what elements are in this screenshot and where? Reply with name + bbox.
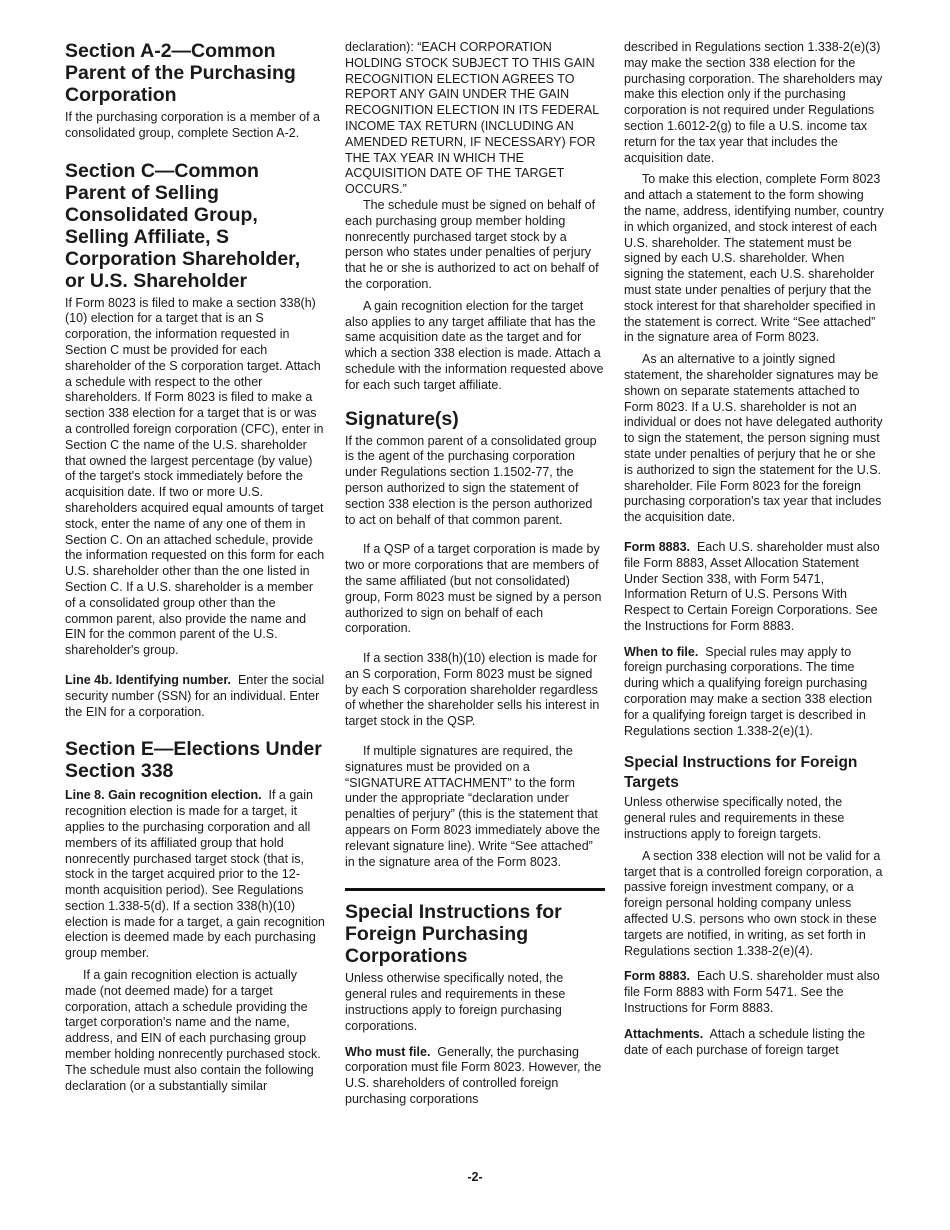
- section-a2-text: If the purchasing corporation is a member of a consolidated group, complete Section A-2.: [65, 110, 320, 140]
- signatures-text-4: If multiple signatures are required, the signatures must be provided on a “SIGNATURE ATTACHMENT” to the form under the appropriate “declaration under penalties of perjury” (this is the statement that appears on Form 8023 immediately above the relevant signature line). Write “See attached” in the signature area of the Form 8023.: [345, 744, 601, 869]
- foreign-purchasing-text: Unless otherwise specifically noted, the general rules and requirements in these instructions apply to foreign purchasing corporations.: [345, 971, 566, 1033]
- form-8883-paragraph: [624, 540, 884, 635]
- target-affiliate-text: A gain recognition election for the target also applies to any target affiliate that has the same acquisition date as the target and for which a section 338 election is made. Attach a schedule with the information requested above for each such target affiliate.: [345, 298, 604, 392]
- alternative-text: As an alternative to a jointly signed statement, the shareholder signatures may be shown on separate statements attached to Form 8023. If a U.S. shareholder is not an individual or does not have delegated authority to sign the statement, the person signing must state under penalties of perjury that he or she is authorized to sign the statement for the U.S. shareholder. File Form 8023 for the foreign purchasing corporation's tax year that includes the acquisition date.: [624, 352, 883, 525]
- not-valid-text: A section 338 election will not be valid for a target that is a controlled foreign corporation, a passive foreign investment company, or a foreign personal holding company unless affected U.S. persons who own stock in these targets are notified, in writing, as set forth in Regulations section 1.338-2(e)(4).: [624, 848, 883, 958]
- signatures-text-1: If the common parent of a consolidated group is the agent of the purchasing corporation under Regulations section 1.1502-77, the person authorized to sign the statement of section 338 election is the person authorized to act on behalf of that common parent.: [345, 433, 597, 527]
- line-4b-heading: Line 4b. Identifying number.: [65, 672, 231, 687]
- form-8883-heading: Form 8883.: [624, 539, 691, 554]
- declaration-text: declaration): “EACH CORPORATION HOLDING STOCK SUBJECT TO THIS GAIN RECOGNITION ELECTION AGREES TO REPORT ANY GAIN UNDER THE GAIN RECOGNITION ELECTION IN ITS FEDERAL INCOME TAX RETURN (INCLUDING AN AMENDED RETURN, IF NECESSARY) FOR THE TAX YEAR IN WHICH THE ACQUISITION DATE OF THE TARGET OCCURS.”: [345, 40, 599, 197]
- when-to-file-heading: When to file.: [624, 644, 699, 659]
- column-1: [65, 40, 325, 1094]
- section-divider: [345, 888, 605, 891]
- line-8-paragraph: [65, 788, 325, 962]
- attachments-text: Attach a schedule listing the date of each purchase of foreign target: [624, 1026, 866, 1057]
- when-to-file-text: Special rules may apply to foreign purchasing corporations. The time during which a qualifying foreign purchasing corporation may make a section 338 election for a qualifying foreign target is described in Regulations section 1.338-2(e)(1).: [624, 644, 873, 738]
- form-8883-second-heading: Form 8883.: [624, 969, 691, 984]
- foreign-purchasing-heading: Special Instructions for Foreign Purchasing Corporations: [345, 901, 562, 968]
- who-must-file-text: Generally, the purchasing corporation must file Form 8023. However, the U.S. shareholders of controlled foreign purchasing corporations: [345, 1044, 602, 1107]
- section-a2-heading: Section A-2—Common Parent of the Purchasing Corporation: [65, 40, 296, 106]
- line-4b-text: Enter the social security number (SSN) for an individual. Enter the EIN for a corporation.: [65, 672, 325, 719]
- page-number: -2-: [467, 1170, 483, 1184]
- make-election-text: To make this election, complete Form 8023 and attach a statement to the form showing the name, address, identifying number, country in which organized, and stock interest of each U.S. shareholder. The statement must be signed by each U.S. shareholder. When signing the statement, each U.S. shareholder must state under penalties of perjury that the stock interest for that shareholder specified in the statement is correct. Write “See attached” in the signature area of Form 8023.: [624, 172, 884, 345]
- when-to-file-paragraph: [624, 645, 884, 740]
- attachments-heading: Attachments.: [624, 1026, 704, 1041]
- form-8883-second-paragraph: [624, 969, 884, 1016]
- signatures-heading: Signature(s): [345, 407, 459, 430]
- line-8-heading: Line 8. Gain recognition election.: [65, 788, 262, 803]
- line-8-text: If a gain recognition election is made for a target, it applies to the purchasing corporation and all members of its affiliated group that hold nonrecently purchased target stock (that is, stock in the target acquired prior to the 12-month acquisition period). See Regulations section 1.338-5(d). If a section 338(h)(10) election is made for a target, a gain recognition election is deemed made by each purchasing group member.: [65, 788, 325, 961]
- form-8883-second-text: Each U.S. shareholder must also file Form 8883 with Form 5471. See the Instructions for Form 8883.: [624, 969, 880, 1016]
- foreign-targets-heading: Special Instructions for Foreign Targets: [624, 754, 858, 792]
- continued-text: described in Regulations section 1.338-2(e)(3) may make the section 338 election for the purchasing corporation. The shareholders may make this election only if the purchasing corporation is not required under Regulations section 1.6012-2(g) to file a U.S. income tax return for the tax year that includes the acquisition date.: [624, 40, 883, 165]
- who-must-file-paragraph: [345, 1045, 605, 1108]
- line-4b-paragraph: [65, 673, 325, 720]
- section-c-heading: Section C—Common Parent of Selling Consolidated Group, Selling Affiliate, S Corporation Shareholder, or U.S. Shareholder: [65, 159, 301, 292]
- section-c-text: If Form 8023 is filed to make a section 338(h)(10) election for a target that is an S corporation, the information requested in Section C must be provided for each shareholder of the S corporation target. Attach a schedule with respect to the other shareholders. If Form 8023 is filed to make a section 338 election for a target that is or was a controlled foreign corporation (CFC), enter in Section C the name of the U.S. shareholder that owned the largest percentage (by value) of the target's stock immediately before the acquisition date. If two or more U.S. shareholders acquired equal amounts of target stock, enter the name of any one of them in Section C. On an attached schedule, provide the information requested on this form for each U.S. shareholder other than the one listed in Section C. If a U.S. shareholder is a member of a consolidated group other than the common parent, also provide the name and EIN for the common parent of the U.S. shareholder's group.: [65, 295, 325, 658]
- foreign-targets-text: Unless otherwise specifically noted, the general rules and requirements in these instructions apply to foreign targets.: [624, 795, 845, 842]
- column-2: [345, 40, 605, 1108]
- signatures-text-3: If a section 338(h)(10) election is made for an S corporation, Form 8023 must be signed by each S corporation shareholder regardless of whether the shareholder sells his interest in target stock in the QSP.: [345, 651, 600, 729]
- column-3: [624, 40, 884, 1058]
- gain-recognition-paragraph: If a gain recognition election is actually made (not deemed made) for a target corporation, attach a schedule providing the target corporation's name and the name, address, and EIN of each purchasing group member holding nonrecently purchased stock. The schedule must also contain the following declaration (or a substantially similar: [65, 968, 321, 1093]
- attachments-paragraph: [624, 1027, 884, 1059]
- form-8883-text: Each U.S. shareholder must also file Form 8883, Asset Allocation Statement Under Section 338, with Form 5471, Information Return of U.S. Persons With Respect to Certain Foreign Corporations. See the Instructions for Form 8883.: [624, 539, 880, 633]
- who-must-file-heading: Who must file.: [345, 1044, 431, 1059]
- section-e-heading: Section E—Elections Under Section 338: [65, 738, 322, 783]
- signatures-text-2: If a QSP of a target corporation is made by two or more corporations that are members of the same affiliated (but not consolidated) group, Form 8023 must be signed by a person authorized to sign on behalf of each corporation.: [345, 542, 602, 636]
- schedule-signed-text: The schedule must be signed on behalf of each purchasing group member holding nonrecently purchased target stock by a person who states under penalties of perjury that he or she is authorized to act on behalf of the corporation.: [345, 197, 599, 291]
